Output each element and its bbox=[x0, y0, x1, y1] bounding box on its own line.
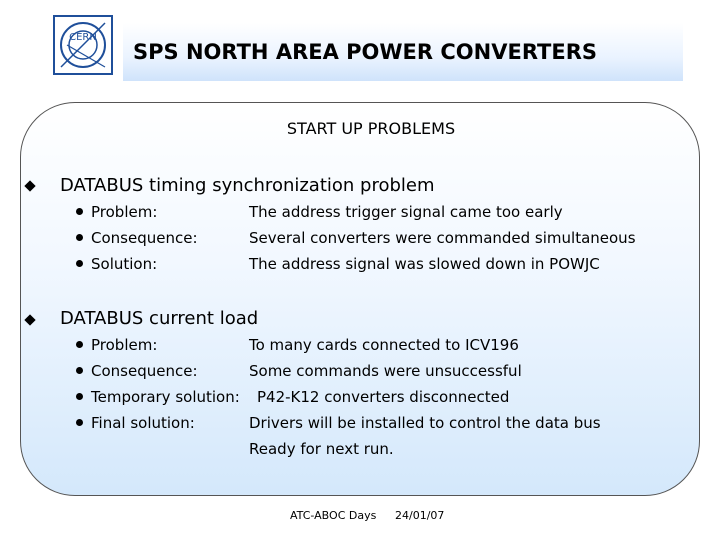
section-heading: DATABUS current load bbox=[60, 308, 259, 329]
item-bullet bbox=[76, 393, 83, 400]
item-value: To many cards connected to ICV196 bbox=[249, 336, 519, 354]
item-label: Consequence: bbox=[91, 229, 198, 247]
section-heading: DATABUS timing synchronization problem bbox=[60, 175, 435, 196]
item-bullet bbox=[76, 367, 83, 374]
item-bullet bbox=[76, 341, 83, 348]
footer-date: 24/01/07 bbox=[395, 509, 445, 522]
item-label: Problem: bbox=[91, 336, 158, 354]
item-value: Several converters were commanded simultaneous bbox=[249, 229, 636, 247]
item-value: Some commands were unsuccessful bbox=[249, 362, 522, 380]
item-bullet bbox=[76, 419, 83, 426]
item-bullet bbox=[76, 208, 83, 215]
item-continuation: Ready for next run. bbox=[249, 440, 394, 458]
item-value: P42-K12 converters disconnected bbox=[257, 388, 510, 406]
item-label: Problem: bbox=[91, 203, 158, 221]
footer-event: ATC-ABOC Days bbox=[290, 509, 377, 522]
item-label: Solution: bbox=[91, 255, 158, 273]
item-label: Final solution: bbox=[91, 414, 195, 432]
content-panel bbox=[20, 102, 700, 496]
item-value: The address trigger signal came too early bbox=[249, 203, 563, 221]
subtitle: START UP PROBLEMS bbox=[286, 119, 456, 138]
item-value: Drivers will be installed to control the data bus bbox=[249, 414, 601, 432]
item-label: Consequence: bbox=[91, 362, 198, 380]
cern-logo bbox=[53, 15, 113, 75]
item-label: Temporary solution: bbox=[91, 388, 240, 406]
item-bullet bbox=[76, 234, 83, 241]
page-title: SPS NORTH AREA POWER CONVERTERS bbox=[133, 40, 598, 64]
item-value: The address signal was slowed down in POWJC bbox=[249, 255, 600, 273]
item-bullet bbox=[76, 260, 83, 267]
logo-text: CERN bbox=[69, 32, 97, 43]
